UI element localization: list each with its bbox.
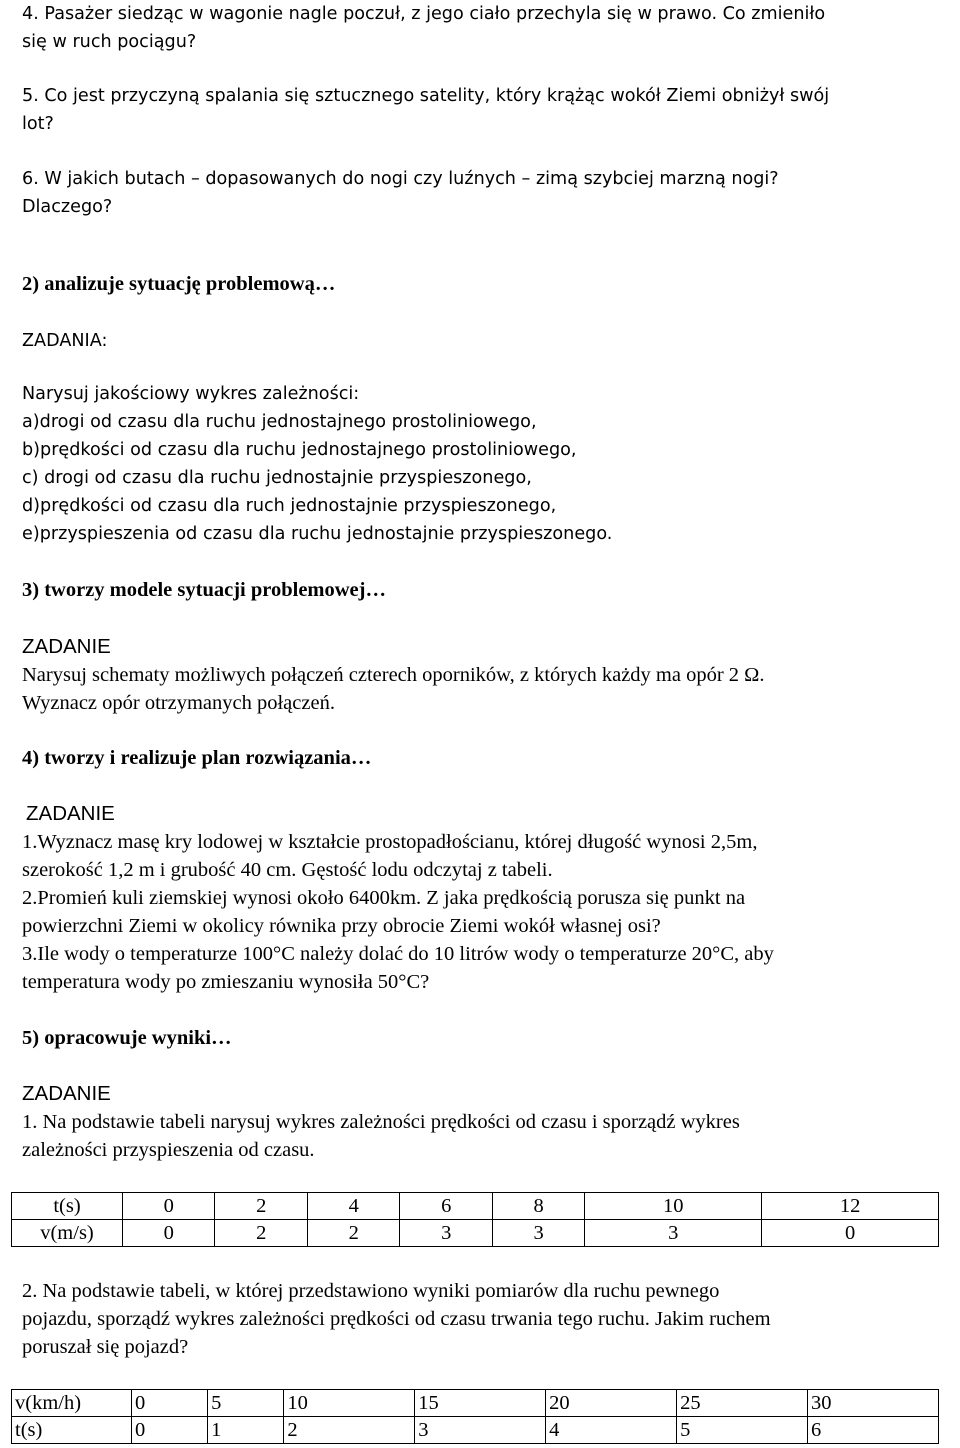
table-cell: 8: [492, 1193, 584, 1220]
table-cell: 2: [307, 1220, 399, 1247]
section-5-heading: 5) opracowuje wyniki…: [22, 1027, 232, 1049]
section-4-line-3: 2.Promień kuli ziemskiej wynosi około 6400km. Z jaka prędkością porusza się punkt na: [22, 887, 746, 909]
table-cell: 3: [400, 1220, 492, 1247]
table-cell: 4: [307, 1193, 399, 1220]
section-4-line-2: szerokość 1,2 m i grubość 40 cm. Gęstość lodu odczytaj z tabeli.: [22, 859, 553, 881]
table-cell: 15: [415, 1390, 546, 1417]
section-4-line-5: 3.Ile wody o temperaturze 100°C należy dolać do 10 litrów wody o temperaturze 20°C, aby: [22, 943, 774, 965]
question-4-line-2: się w ruch pociągu?: [22, 32, 197, 52]
table-cell: 3: [415, 1417, 546, 1444]
table-cell: 3: [492, 1220, 584, 1247]
table-cell: 4: [546, 1417, 677, 1444]
section-3-line-1: Narysuj schematy możliwych połączeń czterech oporników, z których każdy ma opór 2 Ω.: [22, 664, 765, 686]
table-cell: 1: [208, 1417, 284, 1444]
section-3-line-2: Wyznacz opór otrzymanych połączeń.: [22, 692, 335, 714]
table-cell: 0: [123, 1220, 215, 1247]
section-2-item-b: b)prędkości od czasu dla ruchu jednostajnego prostoliniowego,: [22, 440, 577, 460]
table-cell: 2: [215, 1220, 307, 1247]
section-2-item-e: e)przyspieszenia od czasu dla ruchu jednostajnie przyspieszonego.: [22, 524, 613, 544]
table-cell: 0: [132, 1417, 208, 1444]
question-5-line-1: 5. Co jest przyczyną spalania się sztucznego satelity, który krążąc wokół Ziemi obniżył swój: [22, 86, 830, 106]
section-2-heading: 2) analizuje sytuację problemową…: [22, 273, 336, 295]
section-4-task-label: ZADANIE: [26, 802, 115, 825]
section-4-line-6: temperatura wody po zmieszaniu wynosiła 50°C?: [22, 971, 430, 993]
question-6-line-1: 6. W jakich butach – dopasowanych do nogi czy luźnych – zimą szybciej marzną nogi?: [22, 169, 779, 189]
table-row: [12, 1220, 939, 1247]
table-cell: t(s): [12, 1193, 123, 1220]
table-cell: 0: [123, 1193, 215, 1220]
table-cell: 5: [677, 1417, 808, 1444]
section-4-line-1: 1.Wyznacz masę kry lodowej w kształcie prostopadłościanu, której długość wynosi 2,5m,: [22, 831, 758, 853]
section-5-task-2-line-1: 2. Na podstawie tabeli, w której przedstawiono wyniki pomiarów dla ruchu pewnego: [22, 1280, 720, 1302]
section-2-intro: Narysuj jakościowy wykres zależności:: [22, 384, 360, 404]
section-2-item-a: a)drogi od czasu dla ruchu jednostajnego prostoliniowego,: [22, 412, 537, 432]
table-row: [12, 1417, 939, 1444]
question-4-line-1: 4. Pasażer siedząc w wagonie nagle poczuł, z jego ciało przechyla się w prawo. Co zmieniło: [22, 4, 826, 24]
velocity-time-table: [11, 1192, 939, 1247]
table-cell: 0: [132, 1390, 208, 1417]
table-cell: v(km/h): [12, 1390, 132, 1417]
table-cell: t(s): [12, 1417, 132, 1444]
section-3-task-label: ZADANIE: [22, 635, 111, 658]
section-5-task-1-line-2: zależności przyspieszenia od czasu.: [22, 1139, 315, 1161]
section-2-task-label: ZADANIA:: [22, 331, 108, 351]
section-5-task-2-line-2: pojazdu, sporządź wykres zależności prędkości od czasu trwania tego ruchu. Jakim ruchem: [22, 1308, 771, 1330]
table-cell: v(m/s): [12, 1220, 123, 1247]
section-5-task-label: ZADANIE: [22, 1082, 111, 1105]
table-cell: 12: [762, 1193, 939, 1220]
section-5-task-1-line-1: 1. Na podstawie tabeli narysuj wykres zależności prędkości od czasu i sporządź wykres: [22, 1111, 740, 1133]
table-cell: 0: [762, 1220, 939, 1247]
table-cell: 25: [677, 1390, 808, 1417]
table-cell: 2: [284, 1417, 415, 1444]
table-cell: 10: [585, 1193, 762, 1220]
table-cell: 30: [808, 1390, 939, 1417]
section-4-heading: 4) tworzy i realizuje plan rozwiązania…: [22, 747, 372, 769]
table-cell: 6: [808, 1417, 939, 1444]
table-cell: 2: [215, 1193, 307, 1220]
table-cell: 6: [400, 1193, 492, 1220]
section-3-heading: 3) tworzy modele sytuacji problemowej…: [22, 579, 386, 601]
table-cell: 3: [585, 1220, 762, 1247]
table-cell: 5: [208, 1390, 284, 1417]
section-2-item-c: c) drogi od czasu dla ruchu jednostajnie przyspieszonego,: [22, 468, 532, 488]
section-2-item-d: d)prędkości od czasu dla ruch jednostajnie przyspieszonego,: [22, 496, 557, 516]
table-cell: 20: [546, 1390, 677, 1417]
section-5-task-2-line-3: poruszał się pojazd?: [22, 1336, 189, 1358]
table-cell: 10: [284, 1390, 415, 1417]
table-row: [12, 1193, 939, 1220]
table-row: [12, 1390, 939, 1417]
question-6-line-2: Dlaczego?: [22, 197, 113, 217]
question-5-line-2: lot?: [22, 114, 54, 134]
section-4-line-4: powierzchni Ziemi w okolicy równika przy obrocie Ziemi wokół własnej osi?: [22, 915, 661, 937]
vehicle-measurement-table: [11, 1389, 939, 1444]
